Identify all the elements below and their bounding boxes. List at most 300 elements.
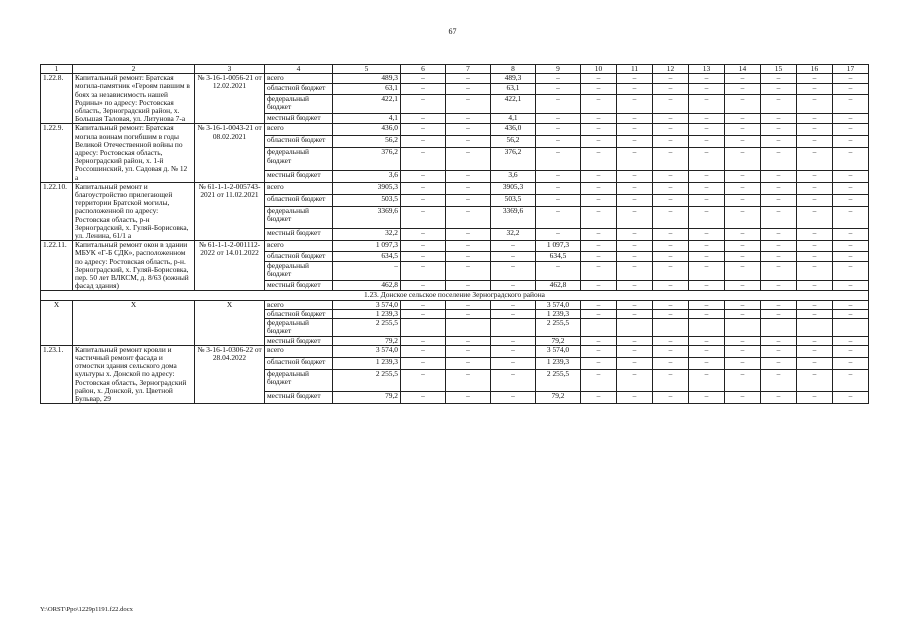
year-value-cell: –	[653, 345, 689, 357]
year-value-cell: –	[446, 281, 491, 291]
total-value-cell: 3369,6	[333, 206, 401, 229]
total-value-cell: 1 239,3	[333, 357, 401, 369]
page-number: 67	[448, 27, 457, 36]
total-value-cell: 4,1	[333, 114, 401, 124]
total-value-cell: 3 574,0	[333, 300, 401, 309]
year-value-cell: 79,2	[536, 336, 581, 345]
year-value-cell: –	[689, 336, 725, 345]
year-value-cell: –	[725, 170, 761, 182]
year-value-cell: –	[689, 309, 725, 318]
year-value-cell: –	[401, 148, 446, 171]
year-value-cell: –	[761, 206, 797, 229]
year-value-cell: –	[401, 251, 446, 261]
section-x-cell: Х	[73, 300, 195, 345]
column-number-cell: 9	[536, 65, 581, 74]
year-value-cell: –	[653, 124, 689, 136]
year-value-cell: –	[653, 84, 689, 94]
funding-source-cell: всего	[265, 182, 333, 194]
section-x-cell: Х	[195, 300, 265, 345]
year-value-cell: –	[617, 300, 653, 309]
year-value-cell: 56,2	[491, 136, 536, 148]
year-value-cell: –	[761, 241, 797, 251]
year-value-cell: –	[797, 251, 833, 261]
year-value-cell: –	[581, 369, 617, 392]
year-value-cell: –	[446, 309, 491, 318]
year-value-cell: 3 574,0	[536, 300, 581, 309]
funding-source-cell: всего	[265, 124, 333, 136]
column-number-cell: 7	[446, 65, 491, 74]
year-value-cell: –	[653, 281, 689, 291]
year-value-cell: –	[446, 345, 491, 357]
expertise-doc: № 3-16-1-0043-21 от 08.02.2021	[195, 124, 265, 182]
year-value-cell: –	[653, 94, 689, 113]
year-value-cell: –	[833, 194, 869, 206]
year-value-cell: –	[761, 74, 797, 84]
funding-source-cell: всего	[265, 241, 333, 251]
year-value-cell: –	[617, 74, 653, 84]
year-value-cell: –	[581, 345, 617, 357]
year-value-cell: –	[617, 94, 653, 113]
year-value-cell: –	[797, 392, 833, 404]
table-row	[41, 345, 869, 357]
funding-source-cell: федеральный бюджет	[265, 369, 333, 392]
funding-source-cell: областной бюджет	[265, 136, 333, 148]
year-value-cell: –	[833, 392, 869, 404]
year-value-cell: 462,8	[536, 281, 581, 291]
column-number-cell: 6	[401, 65, 446, 74]
year-value-cell: –	[617, 392, 653, 404]
year-value-cell: –	[617, 136, 653, 148]
year-value-cell: –	[833, 206, 869, 229]
year-value-cell: –	[446, 194, 491, 206]
year-value-cell: –	[725, 392, 761, 404]
year-value-cell: –	[401, 309, 446, 318]
year-value-cell: –	[536, 114, 581, 124]
year-value-cell: –	[761, 194, 797, 206]
year-value-cell: –	[689, 229, 725, 241]
column-number-cell: 17	[833, 65, 869, 74]
year-value-cell: –	[761, 251, 797, 261]
year-value-cell: –	[401, 206, 446, 229]
year-value-cell: –	[653, 241, 689, 251]
column-number-row	[41, 65, 869, 74]
year-value-cell: –	[446, 300, 491, 309]
expertise-doc: № 3-16-1-0306-22 от 28.04.2022	[195, 345, 265, 403]
year-value-cell: –	[725, 241, 761, 251]
year-value-cell: –	[401, 84, 446, 94]
year-value-cell: –	[725, 336, 761, 345]
year-value-cell: –	[761, 229, 797, 241]
year-value-cell: –	[689, 206, 725, 229]
table-row	[41, 300, 869, 309]
year-value-cell: –	[797, 170, 833, 182]
year-value-cell: –	[491, 251, 536, 261]
funding-source-cell: областной бюджет	[265, 251, 333, 261]
funding-source-cell: местный бюджет	[265, 336, 333, 345]
year-value-cell: –	[797, 281, 833, 291]
year-value-cell: –	[401, 300, 446, 309]
funding-source-cell: федеральный бюджет	[265, 206, 333, 229]
year-value-cell: –	[617, 229, 653, 241]
year-value-cell: –	[446, 261, 491, 280]
total-value-cell: 63,1	[333, 84, 401, 94]
year-value-cell: –	[617, 206, 653, 229]
year-value-cell: –	[689, 74, 725, 84]
year-value-cell: –	[725, 124, 761, 136]
year-value-cell: –	[446, 170, 491, 182]
year-value-cell: –	[446, 84, 491, 94]
year-value-cell: –	[617, 148, 653, 171]
year-value-cell: –	[617, 114, 653, 124]
year-value-cell: –	[797, 182, 833, 194]
year-value-cell: –	[446, 336, 491, 345]
year-value-cell: –	[491, 281, 536, 291]
year-value-cell: –	[536, 170, 581, 182]
year-value-cell: –	[761, 94, 797, 113]
year-value-cell	[617, 319, 653, 336]
year-value-cell: –	[653, 309, 689, 318]
year-value-cell: –	[689, 300, 725, 309]
year-value-cell: –	[617, 281, 653, 291]
item-number: 1.22.10.	[41, 182, 73, 240]
year-value-cell: –	[653, 261, 689, 280]
year-value-cell: –	[725, 281, 761, 291]
funding-source-cell: федеральный бюджет	[265, 319, 333, 336]
year-value-cell: –	[761, 170, 797, 182]
year-value-cell: –	[617, 261, 653, 280]
year-value-cell: –	[653, 251, 689, 261]
year-value-cell	[446, 319, 491, 336]
item-name: Капитальный ремонт и благоустройство прилегающей территории Братской могилы, расположенной по адресу: Ростовская область, р-н Зерноградский, х. Гуляй-Борисовка, ул. Ленина, 61/1 а	[73, 182, 195, 240]
year-value-cell: –	[833, 281, 869, 291]
year-value-cell: –	[491, 241, 536, 251]
year-value-cell	[797, 319, 833, 336]
column-number-cell: 10	[581, 65, 617, 74]
column-number-cell: 2	[73, 65, 195, 74]
year-value-cell: –	[536, 229, 581, 241]
year-value-cell: 503,5	[491, 194, 536, 206]
year-value-cell: 2 255,5	[536, 319, 581, 336]
year-value-cell: –	[581, 206, 617, 229]
year-value-cell: –	[536, 182, 581, 194]
year-value-cell: –	[653, 357, 689, 369]
year-value-cell: –	[689, 170, 725, 182]
year-value-cell: –	[491, 300, 536, 309]
year-value-cell: –	[581, 182, 617, 194]
item-number: 1.22.9.	[41, 124, 73, 182]
total-value-cell: 1 239,3	[333, 309, 401, 318]
column-number-cell: 11	[617, 65, 653, 74]
year-value-cell: –	[761, 148, 797, 171]
total-value-cell: 2 255,5	[333, 319, 401, 336]
year-value-cell: 436,0	[491, 124, 536, 136]
year-value-cell: –	[401, 194, 446, 206]
year-value-cell: –	[689, 392, 725, 404]
year-value-cell: –	[725, 182, 761, 194]
year-value-cell: 4,1	[491, 114, 536, 124]
year-value-cell: –	[761, 124, 797, 136]
year-value-cell: –	[761, 309, 797, 318]
year-value-cell: 634,5	[536, 251, 581, 261]
year-value-cell: –	[581, 148, 617, 171]
year-value-cell: –	[689, 94, 725, 113]
year-value-cell: –	[581, 300, 617, 309]
year-value-cell: –	[581, 251, 617, 261]
expertise-doc: № 61-1-1-2-005743-2021 от 11.02.2021	[195, 182, 265, 240]
total-value-cell: 503,5	[333, 194, 401, 206]
year-value-cell: –	[761, 136, 797, 148]
year-value-cell: –	[725, 357, 761, 369]
year-value-cell: –	[581, 114, 617, 124]
funding-source-cell: всего	[265, 74, 333, 84]
year-value-cell: –	[833, 251, 869, 261]
year-value-cell: –	[617, 369, 653, 392]
year-value-cell	[401, 319, 446, 336]
year-value-cell: –	[653, 182, 689, 194]
year-value-cell: –	[833, 241, 869, 251]
year-value-cell: –	[689, 357, 725, 369]
year-value-cell: –	[536, 148, 581, 171]
year-value-cell: –	[761, 357, 797, 369]
year-value-cell: –	[446, 136, 491, 148]
year-value-cell: –	[617, 251, 653, 261]
year-value-cell: –	[833, 74, 869, 84]
year-value-cell: –	[797, 241, 833, 251]
year-value-cell: –	[446, 124, 491, 136]
total-value-cell: 489,3	[333, 74, 401, 84]
year-value-cell: –	[581, 241, 617, 251]
column-number-cell: 12	[653, 65, 689, 74]
year-value-cell: –	[581, 94, 617, 113]
year-value-cell: –	[761, 345, 797, 357]
year-value-cell: –	[581, 194, 617, 206]
year-value-cell: –	[617, 182, 653, 194]
year-value-cell: –	[617, 124, 653, 136]
year-value-cell: –	[689, 241, 725, 251]
year-value-cell: –	[401, 261, 446, 280]
year-value-cell: –	[797, 84, 833, 94]
year-value-cell: –	[797, 124, 833, 136]
year-value-cell: –	[689, 136, 725, 148]
year-value-cell: –	[725, 136, 761, 148]
year-value-cell: –	[725, 300, 761, 309]
year-value-cell: –	[401, 124, 446, 136]
year-value-cell: –	[725, 114, 761, 124]
year-value-cell: –	[689, 261, 725, 280]
year-value-cell: –	[536, 136, 581, 148]
total-value-cell: 56,2	[333, 136, 401, 148]
year-value-cell: –	[689, 369, 725, 392]
year-value-cell: –	[689, 148, 725, 171]
year-value-cell: –	[401, 241, 446, 251]
year-value-cell: –	[653, 114, 689, 124]
year-value-cell: –	[581, 281, 617, 291]
total-value-cell: 32,2	[333, 229, 401, 241]
year-value-cell: –	[833, 84, 869, 94]
year-value-cell: –	[617, 345, 653, 357]
year-value-cell: –	[833, 94, 869, 113]
total-value-cell: 3905,3	[333, 182, 401, 194]
year-value-cell: –	[653, 148, 689, 171]
year-value-cell: –	[401, 281, 446, 291]
year-value-cell: –	[797, 94, 833, 113]
year-value-cell: –	[536, 194, 581, 206]
column-number-cell: 13	[689, 65, 725, 74]
funding-source-cell: федеральный бюджет	[265, 94, 333, 113]
year-value-cell: –	[761, 261, 797, 280]
year-value-cell: 32,2	[491, 229, 536, 241]
year-value-cell: –	[536, 124, 581, 136]
year-value-cell: –	[833, 300, 869, 309]
year-value-cell: –	[725, 345, 761, 357]
item-name: Капитальный ремонт окон в здании МБУК «Г-Б СДК», расположенном по адресу: Ростовская область, р-н. Зерноградский, х. Гуляй-Борисовка, пер. 50 лет ВЛКСМ, д. 8/63 (южный фасад здания)	[73, 241, 195, 291]
year-value-cell: –	[797, 148, 833, 171]
year-value-cell: –	[653, 74, 689, 84]
year-value-cell: –	[761, 281, 797, 291]
year-value-cell: –	[491, 261, 536, 280]
table-row	[41, 124, 869, 136]
year-value-cell: –	[689, 281, 725, 291]
year-value-cell: –	[653, 170, 689, 182]
file-path-footer: Y:\ORST\Ppo\1229p1191.f22.docx	[40, 606, 133, 613]
year-value-cell: –	[725, 309, 761, 318]
year-value-cell: –	[617, 309, 653, 318]
year-value-cell: –	[401, 182, 446, 194]
expertise-doc: № 3-16-1-0056-21 от 12.02.2021	[195, 74, 265, 124]
year-value-cell: –	[401, 229, 446, 241]
year-value-cell: –	[761, 84, 797, 94]
year-value-cell: –	[617, 170, 653, 182]
total-value-cell: 3 574,0	[333, 345, 401, 357]
year-value-cell: –	[581, 74, 617, 84]
year-value-cell: –	[401, 357, 446, 369]
year-value-cell: –	[401, 74, 446, 84]
funding-source-cell: местный бюджет	[265, 229, 333, 241]
budget-table	[40, 64, 869, 404]
year-value-cell: –	[833, 357, 869, 369]
year-value-cell: –	[725, 94, 761, 113]
funding-source-cell: местный бюджет	[265, 392, 333, 404]
year-value-cell: 1 239,3	[536, 309, 581, 318]
year-value-cell	[653, 319, 689, 336]
year-value-cell: –	[689, 251, 725, 261]
year-value-cell: –	[617, 357, 653, 369]
year-value-cell: –	[725, 261, 761, 280]
year-value-cell: –	[446, 369, 491, 392]
total-value-cell: 79,2	[333, 336, 401, 345]
year-value-cell: –	[725, 148, 761, 171]
total-value-cell: –	[333, 261, 401, 280]
year-value-cell: –	[491, 336, 536, 345]
year-value-cell: –	[797, 336, 833, 345]
year-value-cell: –	[536, 261, 581, 280]
year-value-cell: –	[797, 114, 833, 124]
year-value-cell: –	[581, 170, 617, 182]
year-value-cell: –	[617, 336, 653, 345]
total-value-cell: 1 097,3	[333, 241, 401, 251]
year-value-cell: –	[833, 124, 869, 136]
year-value-cell: –	[833, 136, 869, 148]
year-value-cell: –	[725, 194, 761, 206]
year-value-cell: –	[689, 194, 725, 206]
year-value-cell: –	[797, 357, 833, 369]
year-value-cell: –	[797, 194, 833, 206]
year-value-cell: –	[581, 392, 617, 404]
year-value-cell: –	[797, 369, 833, 392]
section-title: 1.23. Донское сельское поселение Зерноградского района	[41, 291, 869, 300]
year-value-cell: –	[401, 345, 446, 357]
year-value-cell: –	[536, 74, 581, 84]
year-value-cell: –	[833, 261, 869, 280]
total-value-cell: 3,6	[333, 170, 401, 182]
year-value-cell: –	[653, 206, 689, 229]
year-value-cell: –	[617, 194, 653, 206]
year-value-cell: –	[797, 309, 833, 318]
table-row	[41, 74, 869, 84]
year-value-cell: –	[491, 369, 536, 392]
year-value-cell: –	[446, 229, 491, 241]
item-name: Капитальный ремонт: Братская могила воинам погибшим в годы Великой Отечественной войны по адресу: Ростовская область, Зерноградский район, х. 1-й Россошинский, ул. Садовая д. № 12 а	[73, 124, 195, 182]
item-name: Капитальный ремонт: Братская могила-памятник «Героям павшим в боях за независимость нашей Родины» по адресу: Ростовская область, Зерноградский район, х. Большая Таловая, ул. Литунова 7-а	[73, 74, 195, 124]
year-value-cell: 1 239,3	[536, 357, 581, 369]
year-value-cell: –	[797, 229, 833, 241]
year-value-cell: 2 255,5	[536, 369, 581, 392]
year-value-cell: –	[797, 74, 833, 84]
section-x-cell: Х	[41, 300, 73, 345]
year-value-cell: –	[536, 84, 581, 94]
year-value-cell: –	[797, 136, 833, 148]
table-row	[41, 241, 869, 251]
year-value-cell: –	[653, 136, 689, 148]
item-name: Капитальный ремонт кровли и частичный ремонт фасада и отмостки здания сельского дома культуры х. Донской по адресу: Ростовская область, Зерноградский район, х. Донской, ул. Цветной Бульвар, 29	[73, 345, 195, 403]
total-value-cell: 422,1	[333, 94, 401, 113]
year-value-cell: –	[446, 74, 491, 84]
year-value-cell: –	[797, 206, 833, 229]
year-value-cell: –	[536, 94, 581, 113]
column-number-cell: 15	[761, 65, 797, 74]
year-value-cell: –	[833, 345, 869, 357]
funding-source-cell: местный бюджет	[265, 170, 333, 182]
year-value-cell: –	[761, 392, 797, 404]
year-value-cell: –	[581, 261, 617, 280]
table-row	[41, 182, 869, 194]
total-value-cell: 436,0	[333, 124, 401, 136]
year-value-cell: 376,2	[491, 148, 536, 171]
column-number-cell: 8	[491, 65, 536, 74]
total-value-cell: 79,2	[333, 392, 401, 404]
year-value-cell: 79,2	[536, 392, 581, 404]
year-value-cell	[833, 319, 869, 336]
year-value-cell: –	[581, 136, 617, 148]
year-value-cell	[725, 319, 761, 336]
funding-source-cell: федеральный бюджет	[265, 148, 333, 171]
year-value-cell: –	[491, 345, 536, 357]
year-value-cell: –	[833, 170, 869, 182]
year-value-cell: –	[581, 124, 617, 136]
year-value-cell: –	[761, 182, 797, 194]
funding-source-cell: областной бюджет	[265, 357, 333, 369]
year-value-cell: –	[833, 309, 869, 318]
year-value-cell	[491, 319, 536, 336]
year-value-cell: –	[761, 114, 797, 124]
funding-source-cell: областной бюджет	[265, 84, 333, 94]
year-value-cell: –	[581, 309, 617, 318]
year-value-cell: –	[446, 206, 491, 229]
year-value-cell: –	[581, 336, 617, 345]
column-number-cell: 5	[333, 65, 401, 74]
funding-source-cell: областной бюджет	[265, 194, 333, 206]
funding-source-cell: местный бюджет	[265, 114, 333, 124]
